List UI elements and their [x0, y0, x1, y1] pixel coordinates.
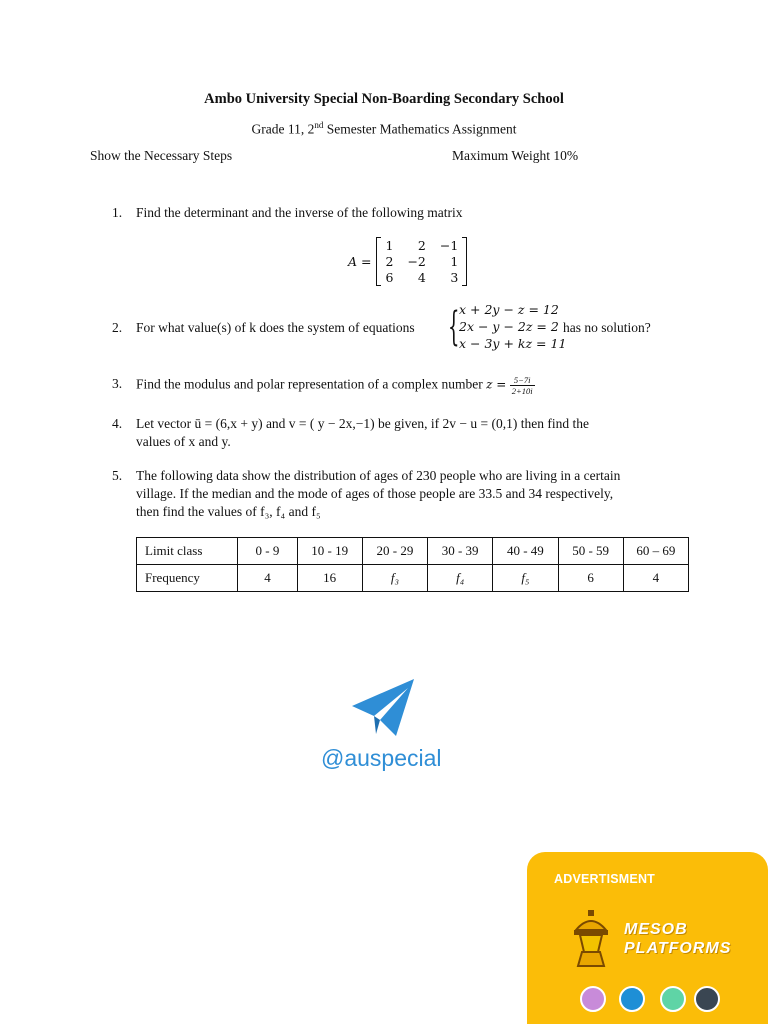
matrix-cell: 1 [385, 237, 394, 253]
question-4-line: values of x and y. [136, 434, 231, 449]
equation-system [459, 301, 566, 352]
fraction-numerator: 5−7i [510, 375, 535, 386]
table-cell: 40 - 49 [493, 538, 558, 565]
question-1-number: 1. [112, 205, 123, 220]
ad-label: ADVERTISMENT [554, 872, 656, 886]
question-2-tail: has no solution? [563, 320, 651, 335]
question-2-number: 2. [112, 320, 123, 335]
table-cell: 30 - 39 [428, 538, 493, 565]
table-cell: f₃ [362, 565, 427, 592]
matrix-a [348, 237, 467, 286]
matrix-cell: 6 [385, 269, 394, 285]
complex-fraction [510, 375, 535, 396]
question-5-number: 5. [112, 468, 123, 483]
app-icon[interactable] [694, 986, 720, 1012]
fraction-denominator: 2+10i [511, 386, 533, 396]
table-cell: 0 - 9 [238, 538, 297, 565]
question-1-text: Find the determinant and the inverse of the following matrix [136, 205, 463, 220]
table-cell: f₅ [493, 565, 558, 592]
mesob-basket-icon [568, 910, 614, 975]
table-cell: 4 [238, 565, 297, 592]
table-cell: 6 [558, 565, 623, 592]
question-4-text [136, 415, 696, 451]
matrix-right-bracket [462, 237, 467, 286]
question-3-number: 3. [112, 376, 123, 391]
matrix-cell: 1 [450, 253, 459, 269]
weight-text: Maximum Weight 10% [452, 148, 579, 163]
question-3-text [136, 375, 535, 396]
equation-3: x − 3y + kz = 11 [459, 336, 567, 351]
question-4-number: 4. [112, 416, 123, 431]
app-icon[interactable] [660, 986, 686, 1012]
ad-brand-line: MESOB [624, 921, 688, 938]
question-4-line: Let vector ū = (6,x + y) and v = ( y − 2x,−1) be given, if 2v − u = (0,1) then find the [136, 416, 589, 431]
matrix-cell: 2 [417, 237, 426, 253]
question-3-body: Find the modulus and polar representation of a complex number [136, 376, 483, 392]
table-cell: 4 [623, 565, 688, 592]
instructions-text: Show the Necessary Steps [90, 148, 233, 163]
app-icon[interactable] [580, 986, 606, 1012]
table-cell: 16 [297, 565, 362, 592]
table-cell: 60 – 69 [623, 538, 688, 565]
question-5-text [136, 467, 696, 521]
equation-1: x + 2y − z = 12 [459, 302, 559, 317]
table-cell: 20 - 29 [362, 538, 427, 565]
table-cell: Limit class [137, 538, 238, 565]
matrix-cell: −2 [407, 253, 426, 269]
question-2-text: For what value(s) of k does the system of equations [136, 320, 415, 335]
telegram-handle[interactable]: @auspecial [321, 745, 442, 771]
z-label: z = [486, 377, 507, 392]
frequency-table [136, 537, 689, 592]
matrix-cell: 4 [417, 269, 426, 285]
question-5-line: village. If the median and the mode of ages of those people are 33.5 and 34 respectively, [136, 486, 614, 501]
table-row [137, 538, 689, 565]
matrix-label: A = [348, 254, 372, 269]
telegram-plane-icon[interactable] [350, 676, 418, 745]
table-cell: 10 - 19 [297, 538, 362, 565]
equation-2: 2x − y − 2z = 2 [459, 319, 559, 334]
ad-brand-line: PLATFORMS [624, 940, 732, 957]
school-title: Ambo University Special Non-Boarding Secondary School [204, 91, 564, 107]
table-cell: 50 - 59 [558, 538, 623, 565]
matrix-cell: 3 [450, 269, 459, 285]
ad-brand [624, 920, 731, 958]
assignment-subtitle: Grade 11, 2nd Semester Mathematics Assignment [251, 120, 517, 137]
table-cell: Frequency [137, 565, 238, 592]
matrix-cell: 2 [385, 253, 394, 269]
app-icon[interactable] [619, 986, 645, 1012]
matrix-body [381, 238, 462, 286]
question-5-line: The following data show the distribution of ages of 230 people who are living in a certain [136, 468, 621, 483]
question-5-line: then find the values of f₃, f₄ and f₅ [136, 504, 321, 519]
matrix-cell: −1 [439, 237, 459, 253]
table-cell: f₄ [428, 565, 493, 592]
left-brace: { [448, 304, 460, 350]
table-row [137, 565, 689, 592]
